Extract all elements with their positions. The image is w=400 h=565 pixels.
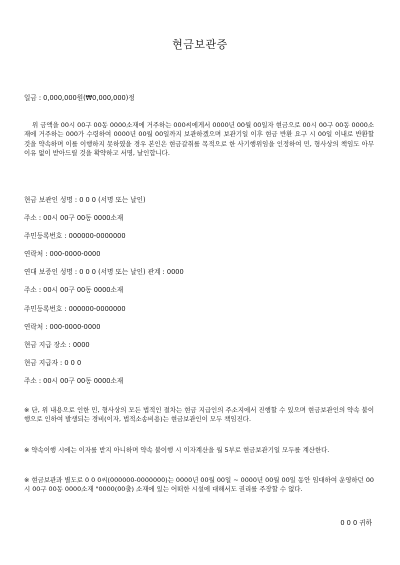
- custodian-address: 주소 : 00시 00구 00동 0000소재: [24, 214, 124, 222]
- note-legal: ※ 단, 위 내용으로 인한 민, 형사상의 모든 법적인 절차는 현금 지급인의 주소지에서 진행할 수 있으며 현금보관인의 약속 불이행으로 인하여 발생되는 경비(이자, 법적소송비용)는 현금보관인이 모두 책임진다.: [24, 406, 374, 424]
- guarantor-rrn: 주민등록번호 : 000000-0000000: [24, 305, 126, 313]
- body-paragraph: [24, 121, 374, 159]
- guarantor-phone: 연락처 : 000-0000-0000: [24, 323, 101, 331]
- guarantor-name: 연대 보증인 성명 : 0 0 0 (서명 또는 날인) 관계 : 0000: [24, 268, 184, 276]
- amount-line: 일금 : 0,000,000원(₩0,000,000)정: [24, 94, 135, 102]
- custodian-phone: 연락처 : 000-0000-0000: [24, 250, 101, 258]
- addressee-line: 0 0 0 귀하: [340, 519, 372, 527]
- payment-payer: 현금 지급자 : 0 0 0: [24, 359, 82, 367]
- custodian-name: 현금 보관인 성명 : 0 0 0 (서명 또는 날인): [24, 196, 146, 204]
- note-lease: ※ 현금보관과 별도로 0 0 0씨(000000-0000000)는 0000년 00월 00일 ~ 0000년 00월 00일 동안 임대하여 운영하던 00시 00구 00동 0000소재 "0000(00출) 소재에 있는 어떠한 시설에 대해서도 권리를 주장할 수 없다.: [24, 476, 374, 494]
- body-paragraph-text: 위 금액을 00시 00구 00동 0000소재에 거주하는 000씨에게서 0000년 00월 00일자 현금으로 00시 00구 00동 0000소재에 거주하는 000가 수령하여 0000년 00월 00일까지 보관하겠으며 보관기일 이후 현금 반환 요구 시 00일 이내로 반환할 것을 약속하며 이를 이행하지 못하였을 경우 본인은 현금갈취를 목적으로 한 사기행위임을 인정하여 민, 형사상의 책임도 아무 이유 없이 받아드릴 것을 확약하고 서명, 날인합니다.: [24, 121, 374, 158]
- custodian-rrn: 주민등록번호 : 000000-0000000: [24, 232, 126, 240]
- payment-address: 주소 : 00시 00구 00동 0000소재: [24, 377, 124, 385]
- guarantor-address: 주소 : 00시 00구 00동 0000소재: [24, 286, 124, 294]
- payment-place: 현금 지급 장소 : 0000: [24, 341, 90, 349]
- note-interest: ※ 약속이행 시에는 이자를 받지 아니하며 약속 불이행 시 이자계산을 월 5부로 현금보관기일 모두를 계산한다.: [24, 446, 330, 454]
- document-title: 현금보관증: [172, 38, 228, 51]
